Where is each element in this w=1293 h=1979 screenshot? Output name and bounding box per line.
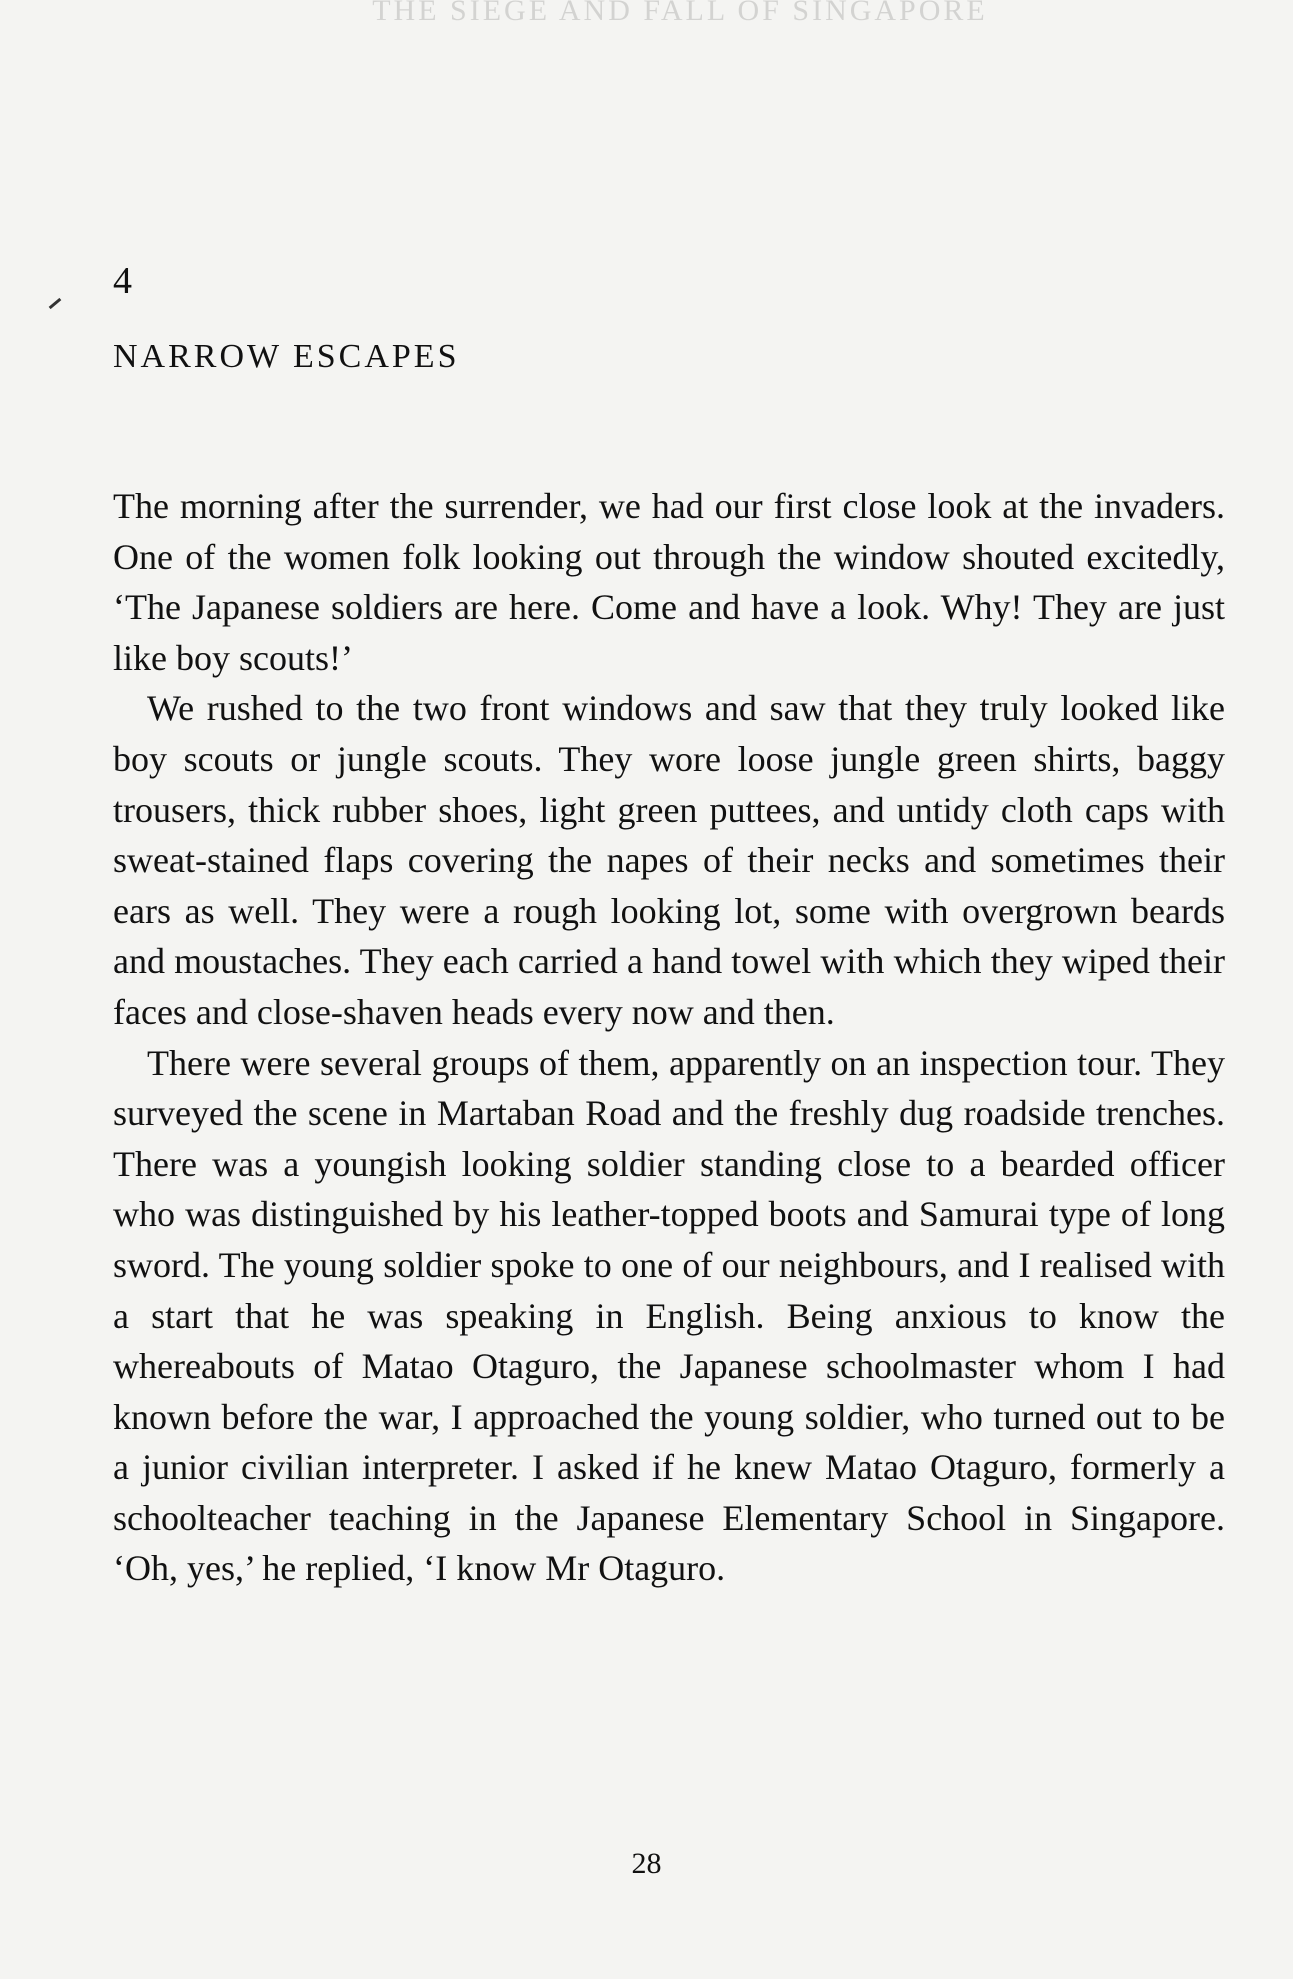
paragraph-2: We rushed to the two front windows and saw that they truly looked like boy scouts or jungle scouts. They wore loose jungle green shirts, baggy trousers, thick rubber shoes, light green puttees, and untidy cloth caps with sweat-stained flaps covering the napes of their necks and sometimes their ears as well. They were a rough looking lot, some with overgrown beards and moustaches. They each carried a hand towel with which they wiped their faces and close-shaven heads every now and then. — [113, 688, 1225, 1032]
chapter-body — [113, 481, 1225, 1594]
page-number: 28 — [631, 1847, 662, 1880]
paragraph-3: There were several groups of them, apparently on an inspection tour. They surveyed the scene in Martaban Road and the freshly dug roadside trenches. There was a youngish looking soldier standing close to a bearded officer who was distinguished by his leather-topped boots and Samurai type of long sword. The young soldier spoke to one of our neighbours, and I realised with a start that he was speaking in English. Being anxious to know the whereabouts of Matao Otaguro, the Japanese schoolmaster whom I had known before the war, I approached the young soldier, who turned out to be a junior civilian interpreter. I asked if he knew Matao Otaguro, formerly a schoolteacher teaching in the Japanese Elementary School in Singapore. ‘Oh, yes,’ he replied, ‘I know Mr Otaguro. — [113, 1042, 1225, 1589]
running-head-bleedthrough: THE SIEGE AND FALL OF SINGAPORE — [372, 0, 988, 27]
paragraph-1: The morning after the surrender, we had our first close look at the invaders. One of the women folk looking out through the window shouted excitedly, ‘The Japanese soldiers are here. Come and have a look. Why! They are just like boy scouts!’ — [113, 486, 1225, 678]
margin-pencil-mark — [49, 298, 62, 309]
chapter-number: 4 — [113, 260, 132, 302]
chapter-title: NARROW ESCAPES — [113, 338, 460, 375]
